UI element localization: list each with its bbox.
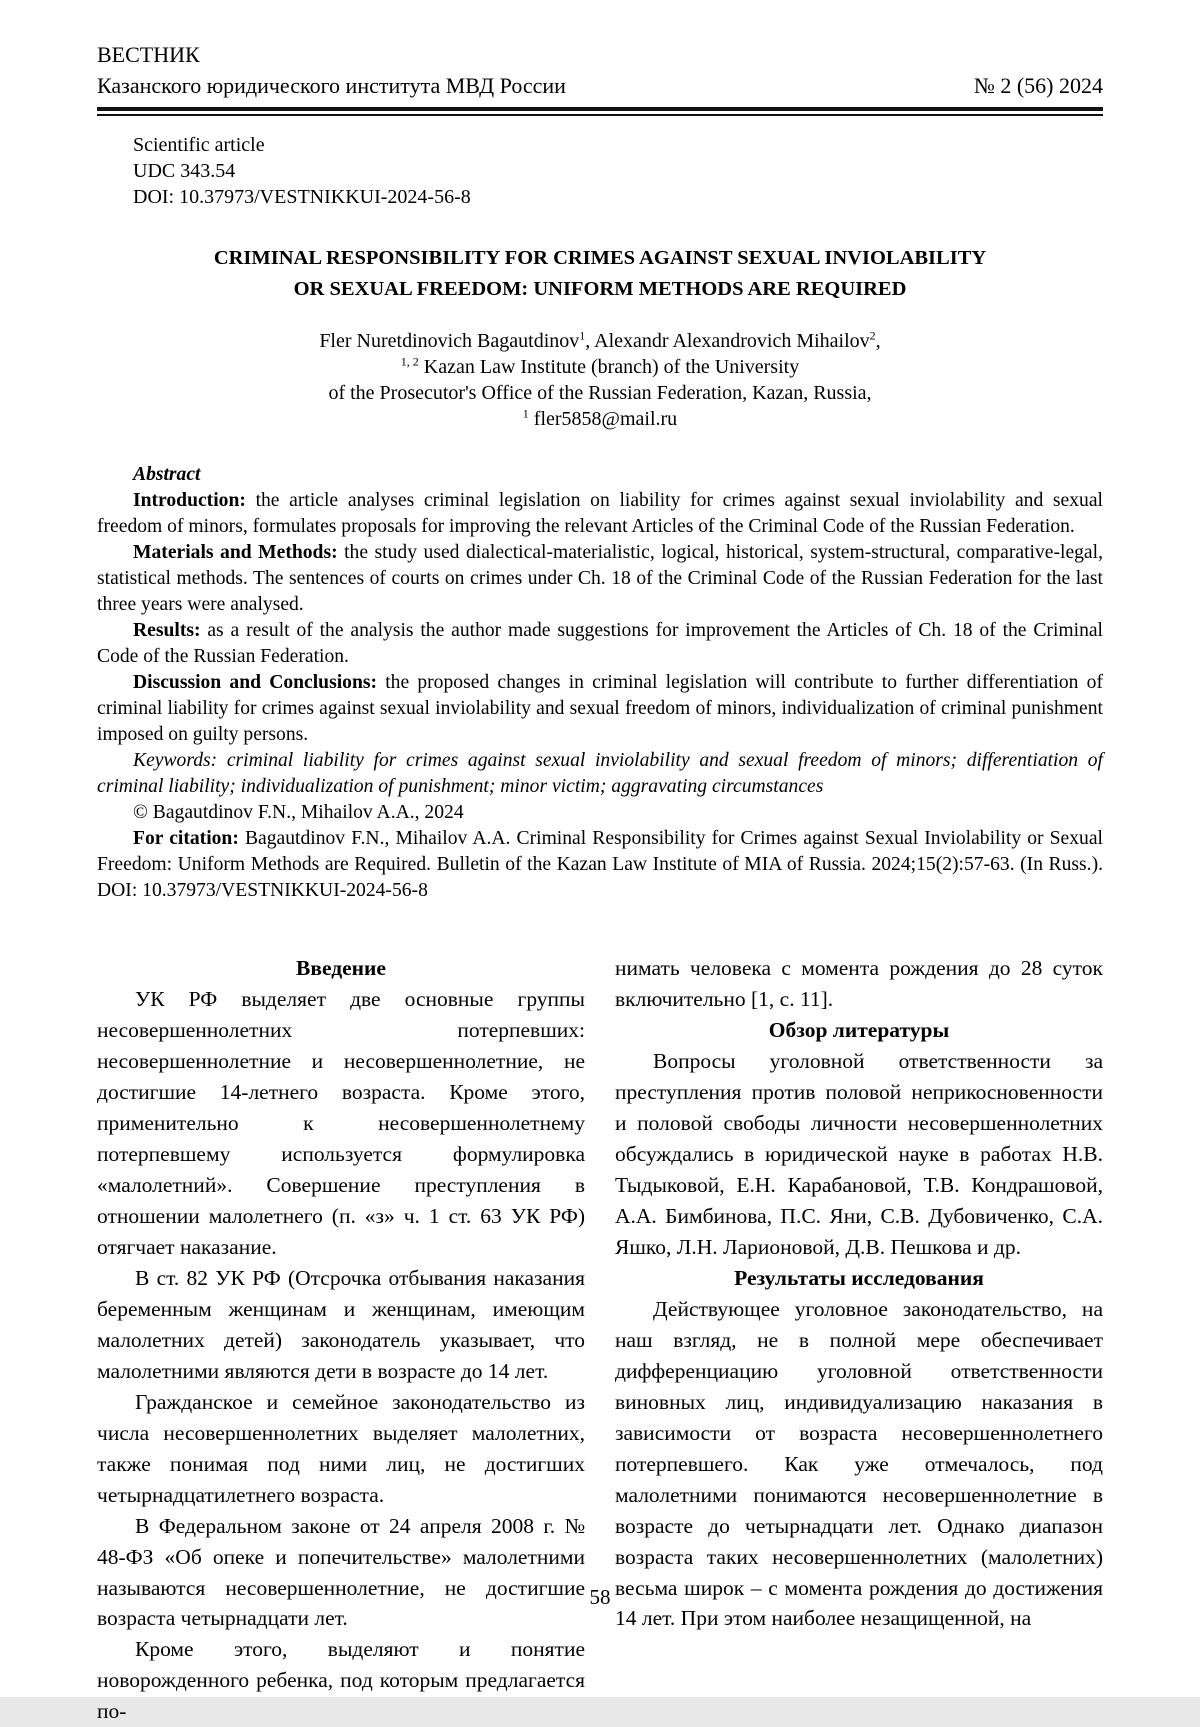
issue-number: № 2 (56) 2024: [973, 72, 1103, 98]
article-title-line1: CRIMINAL RESPONSIBILITY FOR CRIMES AGAINST SEXUAL INVIOLABILITY: [213, 246, 987, 269]
section-heading-literature-review: Обзор литературы: [768, 1018, 950, 1043]
journal-subtitle: Казанского юридического института МВД России: [97, 72, 566, 98]
affiliation-line-1: $^{1, 2}$ Kazan Law Institute (branch) of the University: [400, 354, 800, 379]
section-heading-research-results: Результаты исследования: [734, 1266, 984, 1290]
abstract-introduction-label: Introduction:: [133, 490, 246, 512]
abstract-results: Results: as a result of the analysis the author made suggestions for improvement the Articles of Ch. 18 of the Criminal Code of the Russian Federation.: [97, 619, 1104, 667]
email-superscript: 1: [522, 406, 529, 421]
affiliation-line-2: of the Prosecutor's Office of the Russian Federation, Kazan, Russia,: [328, 382, 872, 405]
author-1-superscript: 1: [579, 328, 586, 343]
article-title: [97, 243, 1103, 305]
abstract-discussion: Discussion and Conclusions: the proposed changes in criminal legislation will contribute to further differentiation of criminal liability for crimes against sexual inviolability and sexual freedom of minors, individualization of criminal punishment imposed on guilty persons.: [97, 671, 1104, 745]
citation-label: For citation:: [133, 827, 239, 849]
body-paragraph: Кроме этого, выделяют и понятие новорожденного ребенка, под которым предлагается по-: [97, 1637, 585, 1724]
article-title-line2: OR SEXUAL FREEDOM: UNIFORM METHODS ARE REQUIRED: [293, 277, 907, 300]
journal-title: ВЕСТНИК: [97, 42, 200, 67]
left-column: [97, 953, 585, 1727]
author-email-line: [97, 406, 1103, 432]
body-paragraph: В Федеральном законе от 24 апреля 2008 г. № 48-ФЗ «Об опеке и попечительстве» малолетними называются несовершеннолетние, не достигшие возраста четырнадцати лет.: [97, 1513, 585, 1631]
citation-paragraph: For citation: Bagautdinov F.N., Mihailov A.A. Criminal Responsibility for Crimes against Sexual Inviolability or Sexual Freedom: Uniform Methods are Required. Bulletin of the Kazan Law Institute of MIA of Russia. 2024;15(2):57-63. (In Russ.). DOI: 10.37973/VESTNIKKUI-2024-56-8: [97, 827, 1103, 901]
abstract-section: [97, 462, 1103, 903]
body-paragraph: Гражданское и семейное законодательство из числа несовершеннолетних выделяет малолетних, также понимая под ними лиц, не достигших четырнадцатилетнего возраста.: [97, 1389, 585, 1507]
doi-line: DOI: 10.37973/VESTNIKKUI-2024-56-8: [133, 186, 471, 209]
abstract-heading: Abstract: [133, 464, 201, 486]
abstract-materials: Materials and Methods: the study used dialectical-materialistic, logical, historical, system-structural, comparative-legal, statistical methods. The sentences of courts on crimes under Ch. 18 of the Criminal Code of the Russian Federation for the last three years were analysed.: [97, 542, 1103, 616]
author-2-name: Alexandr Alexandrovich Mihailov: [594, 330, 870, 353]
article-type: Scientific article: [133, 133, 265, 156]
author-email: fler5858@mail.ru: [528, 408, 678, 431]
header-divider: [97, 107, 1103, 116]
keywords-paragraph: Keywords: criminal liability for crimes against sexual inviolability and sexual freedom of minors; differentiation of criminal liability; individualization of punishment; minor victim; aggravating circumstances: [97, 749, 1103, 797]
authors-trailing-comma: ,: [875, 330, 881, 353]
udc-number: UDC 343.54: [133, 159, 236, 182]
author-1-name: Fler Nuretdinovich Bagautdinov: [319, 330, 580, 353]
body-paragraph: Вопросы уголовной ответственности за преступления против половой неприкосновенности и половой свободы личности несовершеннолетних обсуждались в юридической науке в работах Н.В. Тыдыковой, Е.Н. Карабановой, Т.В. Кондрашовой, А.А. Бимбинова, П.С. Яни, С.В. Дубовиченко, С.А. Яшко, Л.Н. Ларионовой, Д.В. Пешкова и др.: [615, 1049, 1103, 1260]
page-number: 58: [589, 1585, 611, 1609]
section-heading-introduction: Введение: [296, 956, 386, 981]
keywords-label: Keywords:: [133, 749, 218, 771]
body-paragraph: Действующее уголовное законодательство, на наш взгляд, не в полной мере обеспечивает дифференциацию уголовной ответственности виновных лиц, индивидуализацию наказания в зависимости от возраста несовершеннолетнего потерпевшего. Как уже отмечалось, под малолетними понимаются несовершеннолетние в возрасте до четырнадцати лет. Однако диапазон возраста таких несовершеннолетних (малолетних) весьма широк – с момента рождения до достижения 14 лет. При этом наиболее незащищенной, на: [615, 1296, 1103, 1631]
body-paragraph-continuation: нимать человека с момента рождения до 28 суток включительно [1, с. 11].: [615, 956, 1103, 1012]
abstract-materials-label: Materials and Methods:: [133, 542, 338, 564]
article-body: [97, 953, 1103, 1727]
copyright-line: © Bagautdinov F.N., Mihailov A.A., 2024: [133, 801, 464, 823]
author-2-superscript: 2: [869, 328, 876, 343]
journal-header: [97, 40, 1103, 116]
right-column: [615, 953, 1103, 1727]
article-meta: [133, 132, 1103, 211]
abstract-results-label: Results:: [133, 619, 201, 641]
authors-line: [97, 328, 1103, 354]
abstract-introduction: Introduction: the article analyses criminal legislation on liability for crimes against sexual inviolability and sexual freedom of minors, formulates proposals for improving the relevant Articles of the Criminal Code of the Russian Federation.: [97, 490, 1103, 538]
abstract-discussion-label: Discussion and Conclusions:: [133, 671, 377, 693]
body-paragraph: В ст. 82 УК РФ (Отсрочка отбывания наказания беременным женщинам и женщинам, имеющим малолетних детей) законодатель указывает, что малолетними являются дети в возрасте до 14 лет.: [97, 1266, 585, 1383]
authors-block: [97, 328, 1103, 432]
affiliation-superscript: 1, 2: [400, 354, 419, 369]
body-paragraph: УК РФ выделяет две основные группы несовершеннолетних потерпевших: несовершеннолетние и несовершеннолетние, не достигшие 14-летнего возраста. Кроме этого, применительно к несовершеннолетнему потерпевшему используется формулировка «малолетний». Совершение преступления в отношении малолетнего (п. «з» ч. 1 ст. 63 УК РФ) отягчает наказание.: [97, 987, 585, 1260]
authors-separator: ,: [585, 330, 595, 353]
